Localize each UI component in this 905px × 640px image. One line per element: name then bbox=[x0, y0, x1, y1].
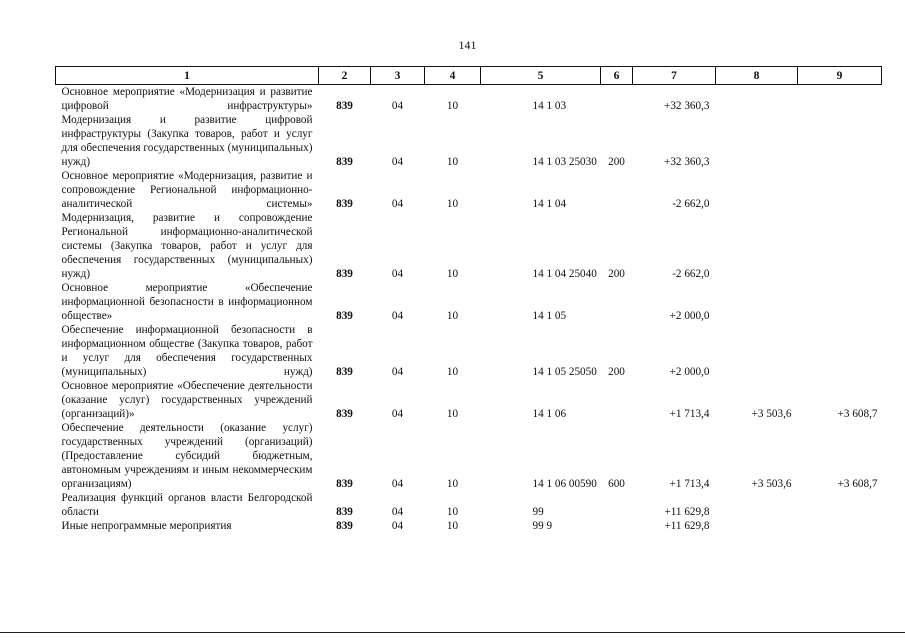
row-section: 04 bbox=[391, 408, 404, 420]
row-sum-3 bbox=[798, 85, 882, 114]
header-col-1: 1 bbox=[56, 67, 319, 85]
row-section: 04 bbox=[391, 506, 404, 518]
header-col-3: 3 bbox=[371, 67, 425, 85]
table-row bbox=[56, 379, 882, 421]
table-row bbox=[56, 491, 882, 519]
row-sum-3 bbox=[798, 113, 882, 169]
row-sum-2 bbox=[716, 169, 798, 211]
row-grbs: 839 bbox=[336, 268, 353, 280]
row-grbs: 839 bbox=[336, 310, 353, 322]
table-row bbox=[56, 211, 882, 281]
header-col-5: 5 bbox=[481, 67, 601, 85]
row-section: 04 bbox=[391, 520, 404, 532]
row-expense-type: 600 bbox=[608, 478, 625, 490]
row-expense-type: 200 bbox=[608, 366, 625, 378]
row-section: 04 bbox=[391, 310, 404, 322]
row-target-code: 99 9 bbox=[532, 520, 553, 532]
row-target-code: 14 1 05 25050 bbox=[532, 366, 597, 378]
table-header bbox=[56, 67, 882, 85]
row-sum-1: +2 000,0 bbox=[669, 310, 710, 322]
row-sum-1: -2 662,0 bbox=[672, 268, 710, 280]
row-sum-1: +32 360,3 bbox=[664, 100, 710, 112]
row-name: Основное мероприятие «Модернизация и развитие цифровой инфраструктуры» bbox=[61, 86, 313, 112]
row-sum-3 bbox=[798, 491, 882, 519]
row-sum-3 bbox=[798, 323, 882, 379]
row-grbs: 839 bbox=[336, 100, 353, 112]
row-sum-2 bbox=[716, 113, 798, 169]
row-grbs: 839 bbox=[336, 408, 353, 420]
row-sum-1: +11 629,8 bbox=[664, 506, 710, 518]
row-sum-2 bbox=[716, 519, 798, 533]
row-grbs: 839 bbox=[336, 520, 353, 532]
table-row bbox=[56, 169, 882, 211]
row-name: Основное мероприятие «Обеспечение деятельности (оказание услуг) государственных учреждений (организаций)» bbox=[61, 380, 313, 420]
row-sum-1: +11 629,8 bbox=[664, 520, 710, 532]
row-section: 04 bbox=[391, 100, 404, 112]
row-subsection: 10 bbox=[446, 520, 459, 532]
row-expense-type bbox=[601, 281, 633, 323]
table-body bbox=[56, 85, 882, 534]
header-row bbox=[56, 67, 882, 85]
header-col-8: 8 bbox=[716, 67, 798, 85]
row-sum-1: +2 000,0 bbox=[669, 366, 710, 378]
row-sum-2: +3 503,6 bbox=[751, 478, 792, 490]
row-subsection: 10 bbox=[446, 478, 459, 490]
row-name: Модернизация, развитие и сопровождение Региональной информационно-аналитической системы (Закупка товаров, работ и услуг для обеспечения государственных (муниципальных) нужд) bbox=[61, 212, 313, 280]
row-subsection: 10 bbox=[446, 408, 459, 420]
page-bottom-rule bbox=[0, 632, 905, 633]
row-sum-3: +3 608,7 bbox=[837, 478, 878, 490]
row-sum-1: -2 662,0 bbox=[672, 198, 710, 210]
budget-table bbox=[55, 66, 882, 533]
table-row bbox=[56, 85, 882, 114]
row-sum-3 bbox=[798, 211, 882, 281]
row-sum-2 bbox=[716, 491, 798, 519]
row-section: 04 bbox=[391, 268, 404, 280]
table-row bbox=[56, 421, 882, 491]
row-name: Реализация функций органов власти Белгородской области bbox=[61, 492, 313, 518]
row-sum-1: +1 713,4 bbox=[669, 408, 710, 420]
row-section: 04 bbox=[391, 156, 404, 168]
row-subsection: 10 bbox=[446, 198, 459, 210]
row-sum-2 bbox=[716, 281, 798, 323]
row-target-code: 14 1 04 25040 bbox=[532, 268, 597, 280]
row-target-code: 14 1 05 bbox=[532, 310, 567, 322]
row-sum-3 bbox=[798, 281, 882, 323]
table-row bbox=[56, 281, 882, 323]
row-subsection: 10 bbox=[446, 156, 459, 168]
header-col-7: 7 bbox=[633, 67, 716, 85]
row-grbs: 839 bbox=[336, 198, 353, 210]
row-grbs: 839 bbox=[336, 506, 353, 518]
row-grbs: 839 bbox=[336, 156, 353, 168]
row-name: Иные непрограммные мероприятия bbox=[61, 520, 232, 532]
row-subsection: 10 bbox=[446, 310, 459, 322]
row-subsection: 10 bbox=[446, 366, 459, 378]
row-sum-3: +3 608,7 bbox=[837, 408, 878, 420]
row-target-code: 14 1 04 bbox=[532, 198, 567, 210]
row-grbs: 839 bbox=[336, 478, 353, 490]
row-subsection: 10 bbox=[446, 506, 459, 518]
row-expense-type bbox=[601, 85, 633, 114]
row-target-code: 99 bbox=[532, 506, 544, 518]
row-sum-2 bbox=[716, 85, 798, 114]
row-expense-type bbox=[601, 169, 633, 211]
row-grbs: 839 bbox=[336, 366, 353, 378]
row-expense-type: 200 bbox=[608, 268, 625, 280]
header-col-9: 9 bbox=[798, 67, 882, 85]
row-target-code: 14 1 06 bbox=[532, 408, 567, 420]
row-name: Основное мероприятие «Модернизация, развитие и сопровождение Региональной информационно-аналитической системы» bbox=[61, 170, 313, 210]
row-expense-type bbox=[601, 379, 633, 421]
row-name: Обеспечение информационной безопасности в информационном обществе (Закупка товаров, работ и услуг для обеспечения государственных (муниципальных) нужд) bbox=[61, 324, 313, 378]
header-col-2: 2 bbox=[319, 67, 371, 85]
row-name: Модернизация и развитие цифровой инфраструктуры (Закупка товаров, работ и услуг для обеспечения государственных (муниципальных) нужд) bbox=[61, 114, 313, 168]
row-expense-type bbox=[601, 491, 633, 519]
page-number: 141 bbox=[458, 38, 477, 52]
table-row bbox=[56, 113, 882, 169]
row-target-code: 14 1 03 25030 bbox=[532, 156, 597, 168]
row-section: 04 bbox=[391, 198, 404, 210]
table-row bbox=[56, 323, 882, 379]
row-expense-type: 200 bbox=[608, 156, 625, 168]
header-col-4: 4 bbox=[425, 67, 481, 85]
row-subsection: 10 bbox=[446, 268, 459, 280]
row-target-code: 14 1 06 00590 bbox=[532, 478, 597, 490]
header-col-6: 6 bbox=[601, 67, 633, 85]
row-target-code: 14 1 03 bbox=[532, 100, 567, 112]
row-sum-2: +3 503,6 bbox=[751, 408, 792, 420]
row-section: 04 bbox=[391, 478, 404, 490]
row-sum-1: +1 713,4 bbox=[669, 478, 710, 490]
row-name: Основное мероприятие «Обеспечение информационной безопасности в информационном обществе» bbox=[61, 282, 313, 322]
row-sum-2 bbox=[716, 323, 798, 379]
row-expense-type bbox=[601, 519, 633, 533]
row-subsection: 10 bbox=[446, 100, 459, 112]
table-row bbox=[56, 519, 882, 533]
row-name: Обеспечение деятельности (оказание услуг) государственных учреждений (организаций) (Предоставление субсидий бюджетным, автономным учреждениям и иным некоммерческим организациям) bbox=[61, 422, 313, 490]
row-sum-3 bbox=[798, 519, 882, 533]
row-sum-2 bbox=[716, 211, 798, 281]
row-sum-3 bbox=[798, 169, 882, 211]
row-sum-1: +32 360,3 bbox=[664, 156, 710, 168]
row-section: 04 bbox=[391, 366, 404, 378]
